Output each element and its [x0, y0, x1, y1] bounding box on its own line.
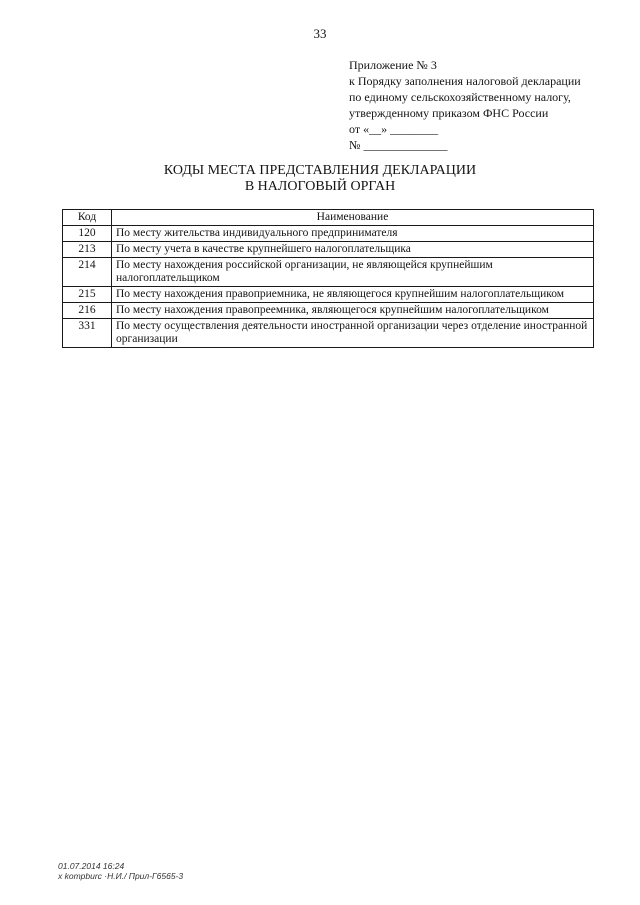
annex-title: Приложение № 3	[349, 58, 437, 72]
codes-table	[62, 209, 594, 348]
annex-reference-line: по единому сельскохозяйственному налогу,	[349, 90, 571, 104]
table-row	[63, 226, 594, 242]
table-header-row	[63, 210, 594, 226]
code-cell: 214	[63, 258, 112, 287]
code-cell: 216	[63, 303, 112, 319]
annex-header	[349, 57, 629, 153]
annex-reference-line: к Порядку заполнения налоговой декларации	[349, 74, 581, 88]
annex-number-line: № ______________	[349, 138, 448, 152]
annex-date-line: от «__» ________	[349, 122, 439, 136]
print-file-reference: x kompburc ·Н.И./ Прил-Г6565-3	[58, 871, 184, 881]
code-cell: 331	[63, 319, 112, 348]
table-row	[63, 287, 594, 303]
document-title-line: В НАЛОГОВЫЙ ОРГАН	[244, 179, 396, 194]
name-cell: По месту осуществления деятельности иностранной организации через отделение иностранной организации	[112, 319, 594, 348]
table-row	[63, 242, 594, 258]
page-number: 33	[313, 26, 327, 41]
document-title	[0, 163, 640, 195]
table-row	[63, 258, 594, 287]
column-header-code: Код	[63, 210, 112, 226]
name-cell: По месту нахождения правоприемника, не являющегося крупнейшим налогоплательщиком	[112, 287, 594, 303]
code-cell: 120	[63, 226, 112, 242]
table-row	[63, 303, 594, 319]
code-cell: 215	[63, 287, 112, 303]
column-header-name: Наименование	[112, 210, 594, 226]
code-cell: 213	[63, 242, 112, 258]
print-timestamp: 01.07.2014 16:24	[58, 861, 125, 871]
table-row	[63, 319, 594, 348]
name-cell: По месту учета в качестве крупнейшего налогоплательщика	[112, 242, 594, 258]
annex-reference-line: утвержденному приказом ФНС России	[349, 106, 549, 120]
name-cell: По месту нахождения российской организации, не являющейся крупнейшим налогоплательщиком	[112, 258, 594, 287]
print-footer	[58, 861, 183, 881]
document-title-line: КОДЫ МЕСТА ПРЕДСТАВЛЕНИЯ ДЕКЛАРАЦИИ	[163, 163, 477, 178]
name-cell: По месту нахождения правопреемника, являющегося крупнейшим налогоплательщиком	[112, 303, 594, 319]
name-cell: По месту жительства индивидуального предпринимателя	[112, 226, 594, 242]
